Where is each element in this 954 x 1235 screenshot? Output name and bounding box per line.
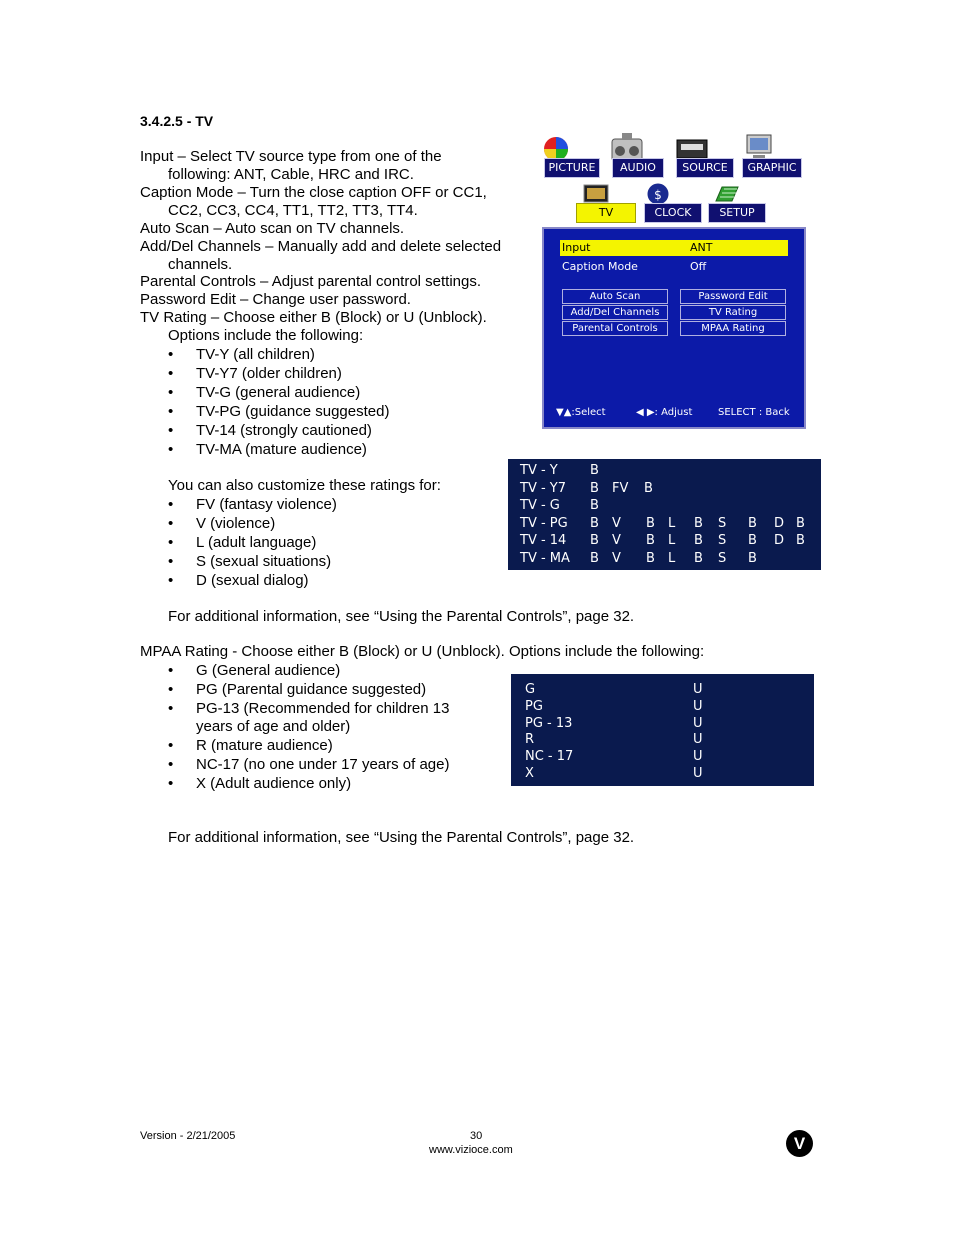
mpaa-row-label: G	[525, 682, 536, 697]
add-del-channels-button[interactable]: Add/Del Channels	[562, 305, 668, 320]
section-heading: 3.4.2.5 - TV	[140, 113, 214, 129]
password-edit-button[interactable]: Password Edit	[680, 289, 786, 304]
input-value: ANT	[690, 241, 713, 254]
tv-rating-cell[interactable]: B	[590, 498, 599, 513]
tv-rating-cell[interactable]: B	[796, 533, 805, 548]
tv-rating-cell[interactable]: B	[748, 550, 757, 566]
tv-rating-cell[interactable]: V	[612, 550, 621, 566]
tv-rating-cell[interactable]: S	[718, 533, 727, 548]
osd-menu-screenshot	[540, 131, 806, 431]
tab-graphic[interactable]: GRAPHIC	[742, 158, 802, 178]
input-label: Input	[562, 241, 591, 254]
tv-rating-table	[508, 459, 821, 570]
mpaa-row-label: PG - 13	[525, 715, 573, 731]
tab-audio[interactable]: AUDIO	[612, 158, 664, 178]
tv-rating-cell[interactable]: V	[612, 533, 621, 548]
caption-mode-value: Off	[690, 260, 707, 273]
mpaa-row-value[interactable]: U	[693, 698, 703, 714]
mpaa-row-label: X	[525, 766, 534, 781]
tv-rating-cell[interactable]: FV	[612, 480, 629, 496]
tv-rating-cell[interactable]: B	[590, 533, 599, 548]
intro-line-autoscan: Auto Scan – Auto scan on TV channels.	[140, 220, 405, 237]
mpaa-row-value[interactable]: U	[693, 732, 703, 748]
tv-rating-button[interactable]: TV Rating	[680, 305, 786, 320]
website-link[interactable]: www.vizioce.com	[429, 1144, 513, 1156]
tv-rating-cell[interactable]: B	[590, 463, 599, 478]
mpaa-row-label: NC - 17	[525, 749, 574, 765]
intro-line-caption: Caption Mode – Turn the close caption OFF or CC1,	[140, 184, 487, 201]
tv-rating-row-label: TV - G	[520, 498, 560, 513]
tv-rating-row-label: TV - Y	[520, 463, 558, 478]
tv-rating-cell[interactable]: V	[612, 515, 621, 531]
tv-rating-cell[interactable]: B	[796, 515, 805, 531]
intro-line-adddel: Add/Del Channels – Manually add and delete selected	[140, 238, 502, 255]
auto-scan-button[interactable]: Auto Scan	[562, 289, 668, 304]
tv-rating-cell[interactable]: B	[748, 515, 757, 531]
tv-rating-cell[interactable]: B	[590, 550, 599, 566]
list-item-cont: years of age and older)	[196, 718, 351, 735]
mpaa-rating-button[interactable]: MPAA Rating	[680, 321, 786, 336]
intro-line-parental: Parental Controls – Adjust parental control settings.	[140, 273, 482, 290]
tv-rating-row-label: TV - Y7	[520, 480, 567, 496]
tv-rating-cell[interactable]: L	[668, 515, 676, 531]
version-text: Version - 2/21/2005	[140, 1130, 236, 1142]
tv-icon	[582, 183, 610, 205]
intro-line-input-cont: following: ANT, Cable, HRC and IRC.	[168, 166, 414, 183]
mpaa-row-value[interactable]: U	[693, 682, 703, 697]
osd-tv-panel	[542, 227, 806, 429]
footer-adjust-hint: ◀ ▶: Adjust	[636, 407, 693, 418]
mpaa-row-label: R	[525, 732, 535, 748]
intro-line-adddel-cont: channels.	[168, 256, 233, 273]
tv-rating-cell[interactable]: B	[694, 515, 703, 531]
tv-rating-cell[interactable]: B	[748, 533, 757, 548]
intro-line-password: Password Edit – Change user password.	[140, 291, 411, 308]
intro-line-options: Options include the following:	[168, 327, 364, 344]
tv-rating-row-label: TV - MA	[520, 550, 570, 566]
tv-rating-cell[interactable]: B	[644, 480, 653, 496]
intro-line-caption-cont: CC2, CC3, CC4, TT1, TT2, TT3, TT4.	[168, 202, 418, 219]
tv-rating-cell[interactable]: D	[774, 515, 785, 531]
footer-select-hint: ▼▲:Select	[556, 407, 606, 418]
footer-back-hint: SELECT : Back	[718, 407, 790, 418]
caption-mode-label[interactable]: Caption Mode	[562, 260, 638, 273]
customize-intro: You can also customize these ratings for:	[168, 477, 441, 494]
parental-controls-button[interactable]: Parental Controls	[562, 321, 668, 336]
vizio-logo: V	[786, 1130, 813, 1157]
tab-clock[interactable]: CLOCK	[644, 203, 702, 223]
intro-line-input: Input – Select TV source type from one of the	[140, 148, 442, 165]
page-number: 30	[470, 1130, 483, 1142]
tv-rating-cell[interactable]: L	[668, 550, 676, 566]
setup-icon	[712, 183, 742, 205]
additional-info-1: For additional information, see “Using the Parental Controls”, page 32.	[168, 608, 635, 625]
tv-rating-cell[interactable]: B	[694, 533, 703, 548]
mpaa-row-value[interactable]: U	[693, 766, 703, 781]
mpaa-row-value[interactable]: U	[693, 749, 703, 765]
tv-rating-cell[interactable]: B	[694, 550, 703, 566]
tab-setup[interactable]: SETUP	[708, 203, 766, 223]
tv-rating-cell[interactable]: L	[668, 533, 676, 548]
tab-picture[interactable]: PICTURE	[544, 158, 600, 178]
tv-rating-row-label: TV - PG	[520, 515, 568, 531]
additional-info-2: For additional information, see “Using the Parental Controls”, page 32.	[168, 829, 635, 846]
input-row-highlight[interactable]	[560, 240, 788, 256]
tv-rating-cell[interactable]: S	[718, 550, 727, 566]
intro-line-tvrating: TV Rating – Choose either B (Block) or U (Unblock).	[140, 309, 487, 326]
tv-rating-cell[interactable]: B	[590, 515, 599, 531]
tv-rating-cell[interactable]: B	[646, 550, 655, 566]
tv-rating-cell[interactable]: B	[590, 480, 599, 496]
svg-text:$: $	[654, 188, 662, 202]
tv-rating-cell[interactable]: S	[718, 515, 727, 531]
mpaa-row-value[interactable]: U	[693, 715, 703, 731]
tab-tv[interactable]: TV	[576, 203, 636, 223]
mpaa-row-label: PG	[525, 698, 543, 714]
tv-rating-cell[interactable]: B	[646, 515, 655, 531]
tv-rating-cell[interactable]: D	[774, 533, 785, 548]
tv-rating-row-label: TV - 14	[520, 533, 567, 548]
tv-rating-cell[interactable]: B	[646, 533, 655, 548]
tab-source[interactable]: SOURCE	[676, 158, 734, 178]
mpaa-intro: MPAA Rating - Choose either B (Block) or U (Unblock). Options include the following:	[140, 643, 705, 660]
mpaa-rating-table	[511, 674, 814, 786]
